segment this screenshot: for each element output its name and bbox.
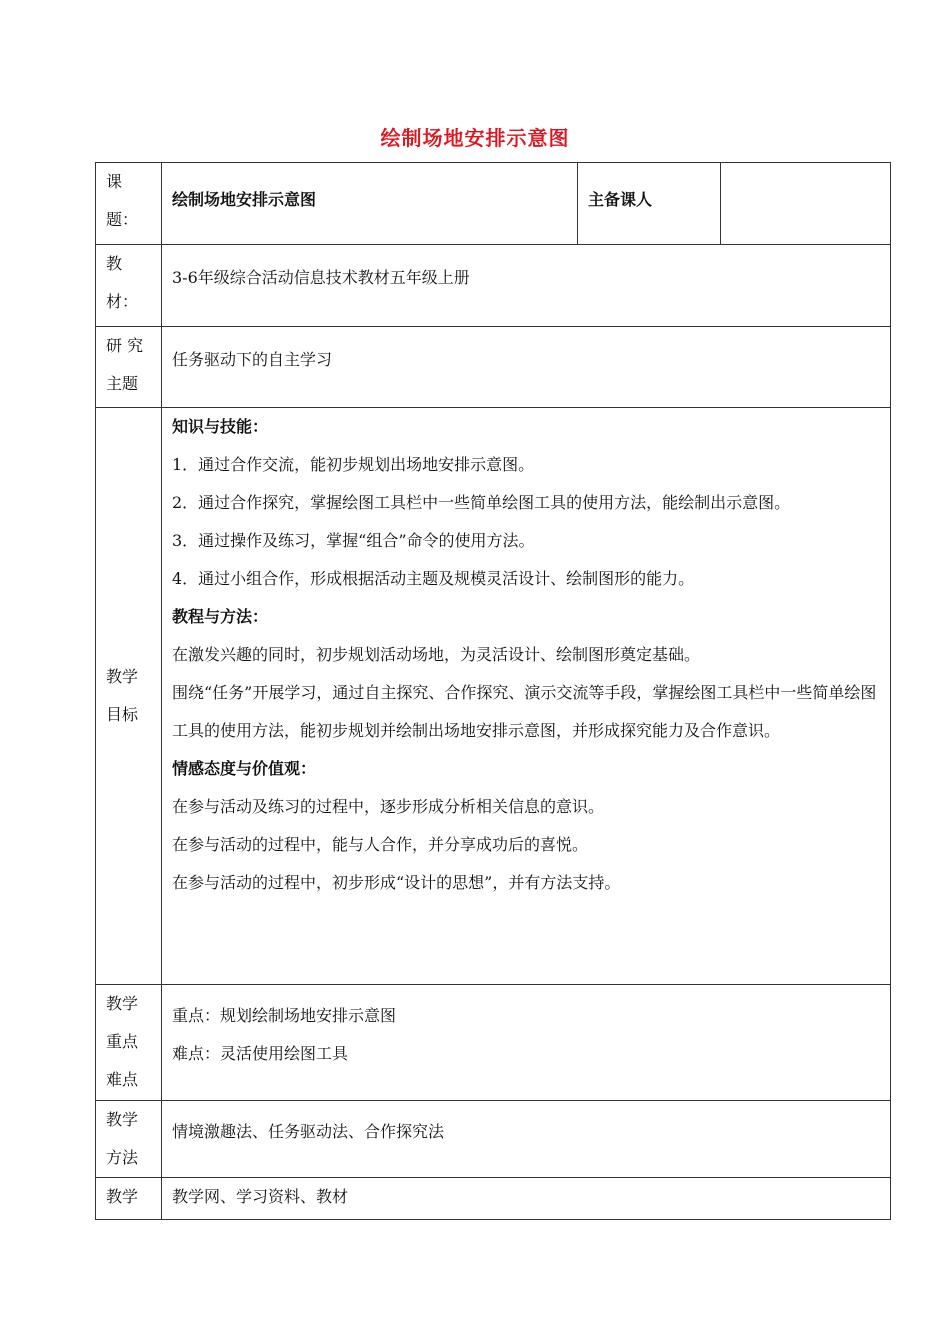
goal-item: 4．通过小组合作，形成根据活动主题及规模灵活设计、绘制图形的能力。: [172, 569, 695, 588]
row-methods: [96, 1101, 891, 1178]
lesson-plan-table: [95, 162, 891, 1220]
textbook-value: 3-6年级综合活动信息技术教材五年级上册: [162, 245, 891, 327]
label-key-points: 教学 重点 难点: [96, 985, 162, 1101]
label-methods: 教学 方法: [96, 1101, 162, 1178]
goal-item: 在参与活动的过程中，能与人合作，并分享成功后的喜悦。: [172, 835, 589, 854]
methods-value: 情境激趣法、任务驱动法、合作探究法: [162, 1101, 891, 1178]
label-topic: 课 题：: [96, 163, 162, 245]
key-points-content: 重点：规划绘制场地安排示意图 难点：灵活使用绘图工具: [162, 985, 891, 1101]
label-research: 研 究 主题: [96, 327, 162, 408]
row-research: [96, 327, 891, 408]
row-textbook: [96, 245, 891, 327]
topic-value: 绘制场地安排示意图: [162, 163, 578, 245]
document-title: 绘制场地安排示意图: [380, 126, 570, 150]
row-topic: [96, 163, 891, 245]
goal-item: 3．通过操作及练习，掌握“组合”命令的使用方法。: [172, 531, 535, 550]
goal-item: 在参与活动的过程中，初步形成“设计的思想”，并有方法支持。: [172, 873, 621, 892]
knowledge-heading: 知识与技能：: [172, 417, 269, 436]
label-goals: 教学 目标: [96, 408, 162, 985]
resources-value: 教学网、学习资料、教材: [162, 1178, 891, 1220]
goal-item: 在激发兴趣的同时，初步规划活动场地，为灵活设计、绘制图形奠定基础。: [172, 645, 701, 664]
label-resources: 教学: [96, 1178, 162, 1220]
goal-item: 2．通过合作探究，掌握绘图工具栏中一些简单绘图工具的使用方法，能绘制出示意图。: [172, 493, 791, 512]
label-textbook: 教 材：: [96, 245, 162, 327]
process-heading: 教程与方法：: [172, 607, 269, 626]
research-value: 任务驱动下的自主学习: [162, 327, 891, 408]
teacher-label: 主备课人: [578, 163, 721, 245]
row-goals: [96, 408, 891, 985]
goals-content: [162, 408, 891, 985]
row-resources: [96, 1178, 891, 1220]
emotion-heading: 情感态度与价值观：: [172, 759, 317, 778]
goal-item: 围绕“任务”开展学习，通过自主探究、合作探究、演示交流等手段，掌握绘图工具栏中一些简单绘图工具的使用方法，能初步规划并绘制出场地安排示意图，并形成探究能力及合作意识。: [172, 683, 877, 740]
goal-item: 在参与活动及练习的过程中，逐步形成分析相关信息的意识。: [172, 797, 605, 816]
teacher-value: [721, 163, 891, 245]
row-key-points: [96, 985, 891, 1101]
goal-item: 1．通过合作交流，能初步规划出场地安排示意图。: [172, 455, 535, 474]
